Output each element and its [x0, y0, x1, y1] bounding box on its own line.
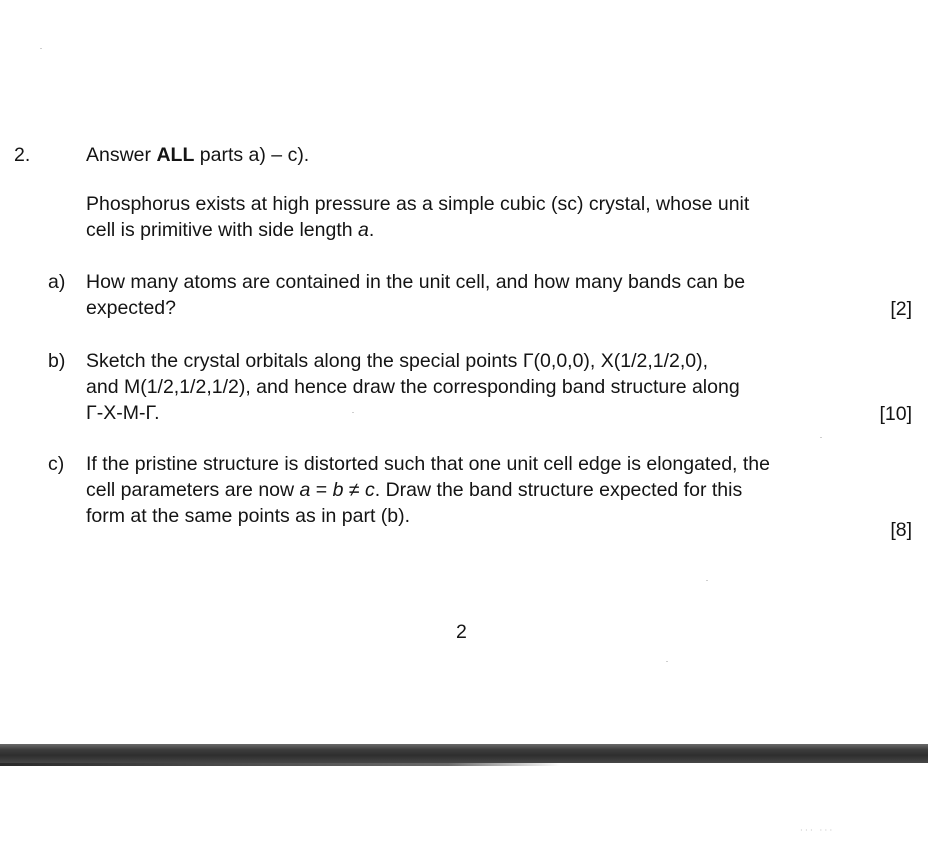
- scan-speck: [352, 412, 354, 413]
- intro-line-2: [86, 217, 749, 243]
- part-c-variable-a: a: [299, 479, 311, 501]
- part-c-line-2: [86, 477, 770, 503]
- part-c-label: c): [48, 453, 65, 475]
- part-a-line-1: How many atoms are contained in the unit cell, and how many bands can be: [86, 271, 746, 293]
- part-c-marks: [8]: [890, 519, 912, 541]
- part-c-variable-c: c: [365, 479, 375, 501]
- part-b-line-3: Γ-X-M-Γ.: [86, 402, 160, 424]
- instruction-bold: ALL: [156, 144, 195, 166]
- question-instruction: [86, 142, 309, 168]
- instruction-suffix: parts a) – c).: [194, 144, 310, 166]
- scan-speck: [40, 48, 42, 49]
- scan-edge-shadow: [0, 763, 560, 766]
- footer-fragment: ˙˙˙ ˙˙˙: [800, 827, 835, 841]
- part-c-line-2-suffix: . Draw the band structure expected for this: [374, 479, 743, 501]
- part-b-line-1: Sketch the crystal orbitals along the special points Γ(0,0,0), X(1/2,1/2,0),: [86, 350, 709, 372]
- question-intro: [86, 191, 749, 243]
- part-a-text: [86, 269, 745, 321]
- part-b-marks: [10]: [879, 403, 912, 425]
- intro-variable-a: a: [358, 219, 369, 241]
- intro-line-2-suffix: .: [368, 219, 375, 241]
- scan-speck: [706, 580, 708, 581]
- part-a-marks: [2]: [890, 298, 912, 320]
- question-number: 2.: [14, 144, 31, 166]
- part-c-line-1: If the pristine structure is distorted such that one unit cell edge is elongated, the: [86, 453, 770, 475]
- intro-line-1: Phosphorus exists at high pressure as a simple cubic (sc) crystal, whose unit: [86, 193, 750, 215]
- instruction-prefix: Answer: [86, 144, 157, 166]
- part-c-line-2-prefix: cell parameters are now: [86, 479, 300, 501]
- part-c-equals: =: [310, 479, 333, 501]
- part-b-text: [86, 348, 740, 426]
- scan-speck: [666, 661, 668, 662]
- part-a-line-2: expected?: [86, 297, 176, 319]
- scan-speck: [820, 437, 822, 438]
- part-a-label: a): [48, 271, 66, 293]
- part-b-line-2: and M(1/2,1/2,1/2), and hence draw the corresponding band structure along: [86, 376, 740, 398]
- part-c-variable-b: b: [332, 479, 344, 501]
- scan-edge-bar: [0, 744, 928, 763]
- intro-line-2-prefix: cell is primitive with side length: [86, 219, 359, 241]
- part-b-label: b): [48, 350, 66, 372]
- part-c-line-3: form at the same points as in part (b).: [86, 505, 411, 527]
- part-c-text: [86, 451, 770, 529]
- page-number: 2: [456, 621, 467, 643]
- part-c-not-equal: ≠: [343, 479, 366, 501]
